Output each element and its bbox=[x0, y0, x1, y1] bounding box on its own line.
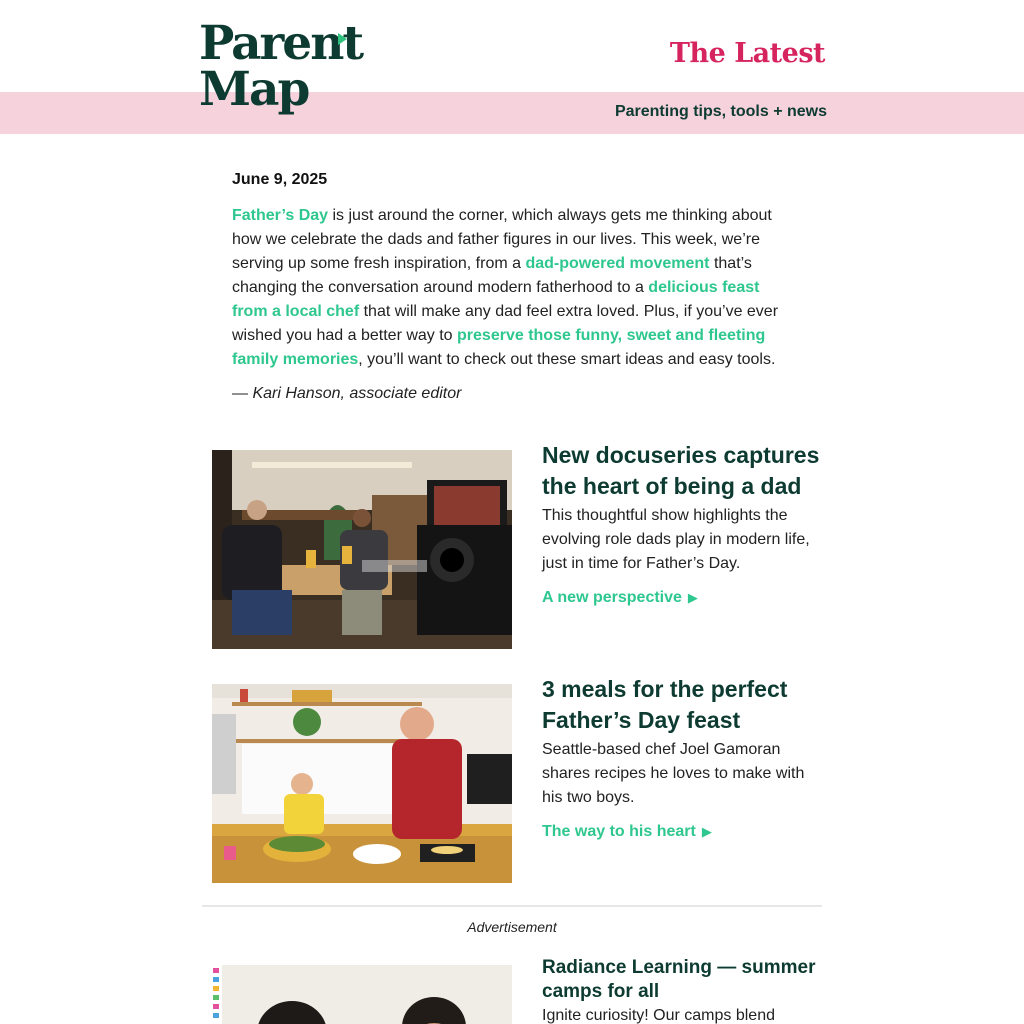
article-title[interactable]: 3 meals for the perfect Father’s Day feast bbox=[542, 676, 788, 733]
read-more-link[interactable] bbox=[542, 820, 712, 844]
logo-text-map: Map bbox=[199, 62, 309, 117]
read-more-link[interactable] bbox=[542, 586, 698, 610]
restaurant-interview-image bbox=[212, 450, 512, 649]
intro-link[interactable]: preserve those funny, sweet and fleeting family memories bbox=[232, 327, 766, 368]
docuseries-photo[interactable] bbox=[212, 450, 512, 649]
issue-date: June 9, 2025 bbox=[232, 171, 328, 188]
advertisement-card bbox=[212, 957, 824, 1024]
intro-link[interactable]: Father’s Day bbox=[232, 207, 329, 224]
editor-signoff: — Kari Hanson, associate editor bbox=[232, 385, 462, 402]
cta-label: The way to his heart bbox=[542, 823, 696, 840]
article-blurb: Seattle-based chef Joel Gamoran shares recipes he loves to make with his two boys. bbox=[542, 741, 805, 806]
intro-paragraph bbox=[232, 204, 798, 372]
intro-link[interactable]: delicious feast from a local chef bbox=[232, 279, 760, 320]
advertisement-label: Advertisement bbox=[467, 919, 557, 935]
logo-play-icon bbox=[338, 33, 347, 45]
tagline: Parenting tips, tools + news bbox=[614, 103, 827, 120]
parentmap-logo[interactable] bbox=[199, 16, 363, 120]
cta-label: A new perspective bbox=[542, 589, 682, 606]
intro-section bbox=[232, 170, 798, 406]
ad-title[interactable]: Radiance Learning — summer camps for all bbox=[542, 957, 816, 1002]
ad-text bbox=[542, 956, 824, 1024]
intro-text-segment: is just around the corner, which always gets me thinking about how we celebrate the dads and father figures in our lives. This week, we’re serving up some fresh inspiration, from a bbox=[232, 207, 772, 272]
article-text bbox=[542, 676, 824, 844]
feast-photo[interactable] bbox=[212, 684, 512, 883]
intro-text-segment: that’s changing the conversation around modern fatherhood to a bbox=[232, 255, 752, 296]
article-title[interactable]: New docuseries captures the heart of being a dad bbox=[542, 442, 820, 499]
divider bbox=[202, 905, 822, 907]
camp-kids-image bbox=[212, 965, 512, 1024]
article-card bbox=[212, 442, 824, 650]
kitchen-cooking-image bbox=[212, 684, 512, 883]
ad-blurb: Ignite curiosity! Our camps blend bbox=[542, 1007, 775, 1024]
play-arrow-icon: ▶ bbox=[701, 824, 712, 839]
intro-link[interactable]: dad-powered movement bbox=[525, 255, 710, 272]
play-arrow-icon: ▶ bbox=[687, 590, 698, 605]
tagline-band bbox=[0, 92, 1024, 134]
logo-text-parent: Parent bbox=[199, 16, 363, 71]
intro-text-segment: , you’ll want to check out these smart ideas and easy tools. bbox=[358, 351, 776, 368]
header bbox=[0, 0, 1024, 92]
article-card bbox=[212, 676, 824, 884]
article-blurb: This thoughtful show highlights the evolving role dads play in modern life, just in time for Father’s Day. bbox=[542, 507, 810, 572]
newsletter-title: The Latest bbox=[669, 38, 825, 69]
article-text bbox=[542, 442, 824, 610]
ad-photo[interactable] bbox=[212, 965, 512, 1024]
intro-text-segment: that will make any dad feel extra loved. Plus, if you’ve ever wished you had a better way to bbox=[232, 303, 779, 344]
